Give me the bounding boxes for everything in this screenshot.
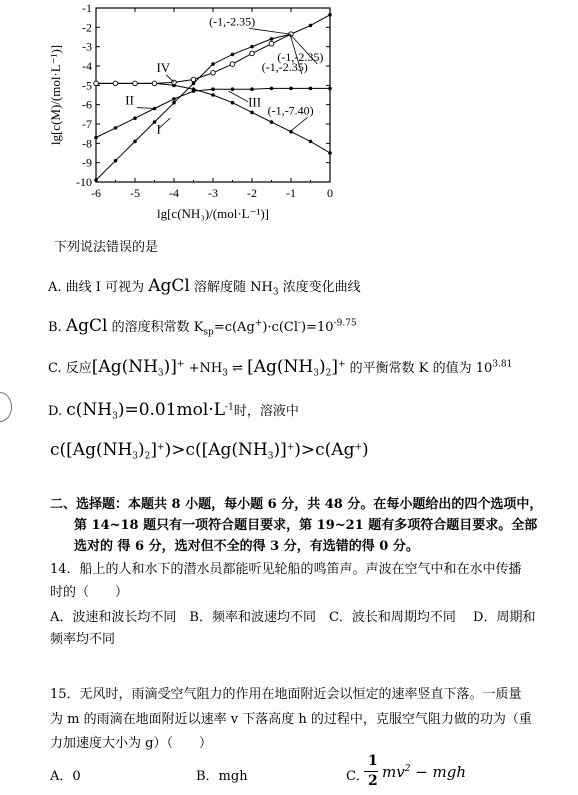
series-point-II <box>328 87 332 91</box>
series-line-IV <box>96 34 291 83</box>
annotation-label: (-1,-2.35) <box>277 50 324 65</box>
series-point-IV <box>133 81 138 86</box>
option-d-sup: -1 <box>225 402 234 413</box>
x-tick-label: -1 <box>286 186 296 200</box>
option-a-agcl: AgCl <box>148 276 190 296</box>
option-c-sup2: + <box>337 359 346 370</box>
series-point-II <box>289 87 293 91</box>
option-c[interactable] <box>48 357 512 379</box>
series-point-II <box>270 87 274 91</box>
curve-label-I: I <box>156 121 161 137</box>
q15-optc-sup: 2 <box>404 764 411 774</box>
ineq-s3: 3 <box>267 451 274 462</box>
option-c-post: 的平衡常数 K 的值为 10 <box>345 361 493 376</box>
option-d-cond2: )=0.01mol·L <box>117 400 226 420</box>
series-point-II <box>172 97 176 101</box>
curve-label-III: III <box>248 94 262 110</box>
option-c-ion2c: ] <box>331 357 338 377</box>
ineq-p3: + <box>354 442 363 453</box>
annotation-arrow <box>290 117 308 131</box>
option-c-exp: 3.81 <box>492 359 513 370</box>
series-point-II <box>114 126 118 130</box>
ineq-1: c([Ag(NH <box>50 440 133 460</box>
y-axis-label: lg[c(M)/(mol·L⁻¹)] <box>48 44 63 146</box>
y-tick-label: -5 <box>82 78 92 93</box>
section2-line2: 第 14~18 题只有一项符合题目要求，第 19~21 题有多项符合题目要求。全部 <box>74 518 538 533</box>
y-tick-label: -8 <box>82 136 92 151</box>
q15-optc-den: 2 <box>368 773 378 789</box>
option-c-pre: 反应 <box>65 361 92 376</box>
question-stem: 下列说法错误的是 <box>54 240 159 255</box>
series-point-I <box>309 24 313 28</box>
series-point-III <box>211 93 215 97</box>
ineq-4: )>c([Ag(NH <box>164 440 268 460</box>
q14-options[interactable]: A．波速和波长均不同 B．频率和波速均不同 C．波长和周期均不同 D．周期和 <box>50 610 536 625</box>
series-point-III <box>270 120 274 124</box>
ineq-s2: 2 <box>144 451 151 462</box>
annotation-label: (-1,-2.35) <box>261 59 308 74</box>
option-d-sub: 3 <box>112 411 118 422</box>
series-point-IV <box>113 81 118 86</box>
option-c-plus: +NH <box>184 361 223 376</box>
option-c-sub4: 2 <box>325 368 332 379</box>
option-b-mid: )·c(Cl <box>262 320 298 335</box>
ineq-3: ] <box>150 440 158 460</box>
curve-leader-III <box>229 91 249 102</box>
option-c-label: C. <box>48 361 62 376</box>
ineq-p2: + <box>286 442 295 453</box>
ineq-7: ) <box>362 440 369 460</box>
option-b-agcl: AgCl <box>65 316 108 336</box>
q14-line4: 频率均不同 <box>50 632 116 647</box>
ineq-6: )>c(Ag <box>294 440 355 460</box>
q15-optc-fracbar <box>364 771 378 772</box>
x-tick-label: -5 <box>130 186 140 200</box>
series-point-I <box>211 62 215 66</box>
series-point-IV <box>94 81 99 86</box>
x-axis-label: lg[c(NH₃)/(mol·L⁻¹)] <box>156 206 270 221</box>
option-d-post: 时，溶液中 <box>233 404 299 419</box>
option-b-sup2: - <box>298 318 302 329</box>
y-tick-label: -3 <box>82 39 92 54</box>
y-tick-label: -7 <box>82 117 92 131</box>
q15-option-b[interactable]: B．mgh <box>196 769 248 784</box>
ineq-5: )] <box>273 440 287 460</box>
option-d-cond: c(NH <box>66 400 113 420</box>
curve-leader-IV <box>166 75 174 83</box>
q15-optc-expr: mv <box>382 763 405 781</box>
q15-line3: 力加速度大小为 g）（ ） <box>50 736 212 751</box>
ineq-s1: 3 <box>132 451 139 462</box>
y-tick-label: -9 <box>82 155 92 170</box>
option-b-sup1: + <box>254 318 263 329</box>
series-point-IV <box>211 70 216 75</box>
curve-leader-II <box>137 108 155 109</box>
curve-label-II: II <box>125 92 134 108</box>
option-c-sub3: 3 <box>313 368 319 379</box>
q15-optc-tail: − mgh <box>410 763 467 781</box>
q15-optc-expr-wrap <box>382 763 466 781</box>
option-b[interactable] <box>48 316 357 338</box>
y-tick-label: -4 <box>82 59 92 73</box>
series-point-III <box>250 111 254 115</box>
x-tick-label: -4 <box>169 186 179 200</box>
option-d-inequality <box>50 440 369 462</box>
series-point-II <box>309 87 313 91</box>
series-point-I <box>114 159 118 163</box>
q15-optc-label: C． <box>346 769 369 784</box>
series-point-IV <box>230 62 235 67</box>
option-c-sub1: 3 <box>157 368 164 379</box>
option-d[interactable] <box>48 400 299 422</box>
curve-label-IV: IV <box>156 59 171 75</box>
chart-labels <box>48 1 333 221</box>
section2-line3: 选对的 得 6 分，选对但不全的得 3 分，有选错的得 0 分。 <box>74 539 419 554</box>
option-a-label: A. <box>48 280 62 295</box>
option-c-ion1: [Ag(NH <box>91 357 158 377</box>
series-point-II <box>231 87 235 91</box>
q14-line1: 14．船上的人和水下的潜水员都能听见轮船的鸣笛声。声波在空气中和在水中传播 <box>50 562 522 577</box>
y-tick-label: -2 <box>82 20 92 35</box>
series-point-I <box>270 37 274 41</box>
q15-line1: 15．无风时，雨滴受空气阻力的作用在地面附近会以恒定的速率竖直下落。一质量 <box>50 687 522 702</box>
ineq-p1: + <box>157 442 165 453</box>
chart <box>40 0 340 235</box>
series-point-I <box>328 13 332 17</box>
x-tick-label: -6 <box>91 186 101 200</box>
series-point-III <box>231 101 235 105</box>
q15-line2: 为 m 的雨滴在地面附近以速率 v 下落高度 h 的过程中，克服空气阻力做的功为（重 <box>50 712 532 727</box>
section2-line1: 二、选择题：本题共 8 小题，每小题 6 分，共 48 分。在每小题给出的四个选项中， <box>50 497 543 512</box>
q15-option-a[interactable]: A．0 <box>50 769 81 784</box>
option-c-ion1b: )] <box>163 357 177 377</box>
ineq-2: ) <box>138 440 145 460</box>
option-d-label: D. <box>48 404 63 419</box>
annotation-label: (-1,-2.35) <box>209 14 256 29</box>
series-point-IV <box>250 51 255 56</box>
x-tick-label: -3 <box>208 186 218 200</box>
series-point-II <box>211 87 215 91</box>
option-c-sub2: 3 <box>222 368 228 379</box>
option-c-ion2b: ) <box>318 357 326 377</box>
y-tick-label: -10 <box>76 175 92 189</box>
series-point-IV <box>269 41 274 46</box>
annotation-label: (-1,-7.40) <box>267 103 314 118</box>
y-tick-label: -1 <box>82 1 92 15</box>
option-c-arrow: ⇌ <box>227 361 248 376</box>
option-b-label: B. <box>48 320 62 335</box>
option-b-eq: =c(Ag <box>213 320 255 335</box>
option-a-sub: 3 <box>272 287 279 298</box>
annotation-arrow <box>249 28 290 34</box>
option-a-pre: 曲线 I 可视为 <box>65 280 149 295</box>
option-b-sub: sp <box>203 327 214 338</box>
option-b-exp: -9.75 <box>333 318 357 329</box>
x-tick-label: 0 <box>327 186 333 200</box>
page-edge-circle <box>0 392 12 422</box>
series-point-I <box>231 53 235 57</box>
series-point-III <box>309 140 313 144</box>
series-point-I <box>94 178 98 182</box>
series-point-I <box>250 45 254 49</box>
series-point-II <box>250 87 254 91</box>
option-c-sup1: + <box>176 359 185 370</box>
series-point-IV <box>152 81 157 86</box>
x-tick-label: -2 <box>247 186 257 200</box>
series-point-III <box>192 87 196 91</box>
q14-line2: 时的（ ） <box>50 585 129 600</box>
series-point-I <box>133 140 137 144</box>
series-point-III <box>328 151 332 155</box>
series-point-II <box>94 136 98 140</box>
series-point-I <box>172 101 176 105</box>
option-b-tail: )=10 <box>301 320 334 335</box>
option-a-post: 溶解度随 NH <box>189 280 273 295</box>
q15-optc-num: 1 <box>368 753 378 769</box>
y-tick-label: -6 <box>82 97 92 112</box>
option-a[interactable] <box>48 276 361 298</box>
option-c-ion2: [Ag(NH <box>247 357 314 377</box>
series-point-II <box>133 116 137 120</box>
option-a-post2: 浓度变化曲线 <box>278 280 361 295</box>
option-b-text1: 的溶度积常数 K <box>107 320 204 335</box>
series-point-IV <box>191 77 196 82</box>
